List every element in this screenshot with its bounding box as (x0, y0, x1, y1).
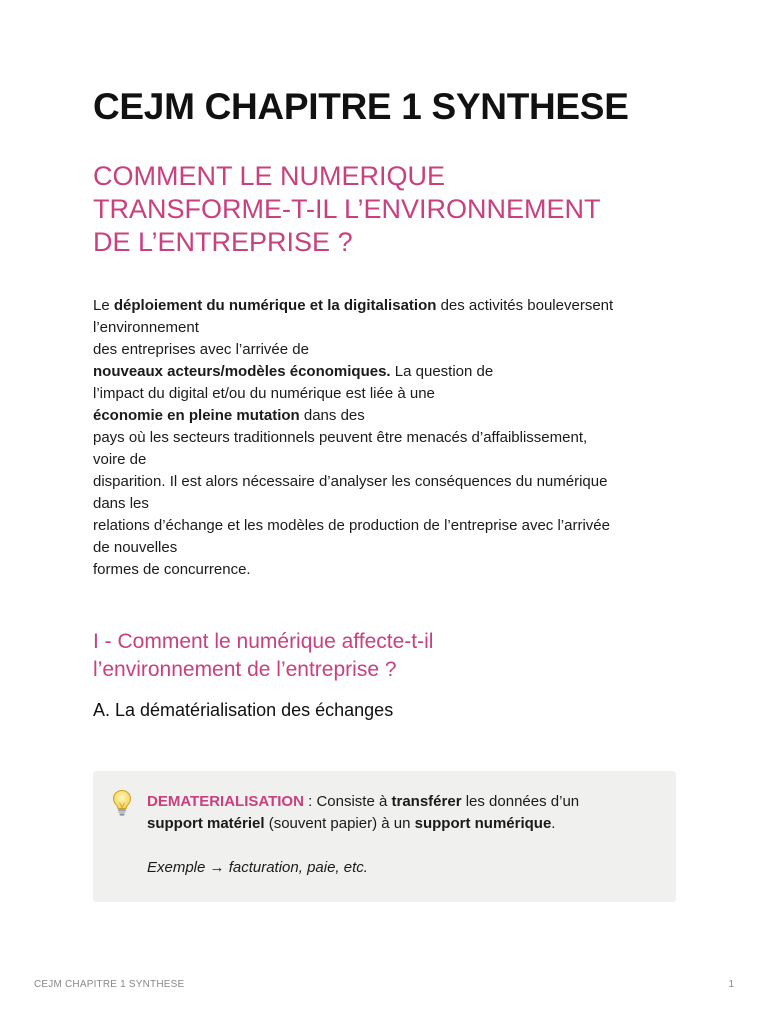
intro-line: dans les (93, 495, 149, 512)
intro-line: Le déploiement du numérique et la digitalisation des activités bouleversent (93, 297, 614, 314)
main-heading-line: DE L’ENTREPRISE ? (93, 227, 353, 257)
intro-line: relations d’échange et les modèles de production de l’entreprise avec l’arrivée (93, 517, 610, 534)
definition-callout (93, 771, 676, 902)
intro-line: nouveaux acteurs/modèles économiques. La question de (93, 363, 494, 380)
section-heading (93, 628, 433, 684)
callout-emphasis: support numérique (414, 815, 552, 832)
main-heading (93, 160, 693, 259)
intro-line: disparition. Il est alors nécessaire d’analyser les conséquences du numérique (93, 473, 608, 490)
intro-emphasis: économie en pleine mutation (93, 407, 300, 424)
intro-emphasis: nouveaux acteurs/modèles économiques. (93, 363, 391, 380)
intro-line: économie en pleine mutation dans des (93, 407, 365, 424)
intro-line: de nouvelles (93, 539, 178, 556)
intro-paragraph (93, 295, 683, 581)
callout-line: DEMATERIALISATION : Consiste à transférer les données d’un (147, 793, 580, 810)
intro-line: pays où les secteurs traditionnels peuvent être menacés d’affaiblissement, (93, 429, 588, 446)
page-number: 1 (728, 979, 734, 990)
footer-title: CEJM CHAPITRE 1 SYNTHESE (34, 979, 185, 990)
callout-emphasis: transférer (391, 793, 462, 810)
callout-line: support matériel (souvent papier) à un support numérique. (147, 815, 556, 832)
callout-emphasis: support matériel (147, 815, 265, 832)
intro-emphasis: déploiement du numérique et la digitalisation (113, 297, 437, 314)
intro-line: l’environnement (93, 319, 199, 336)
section-heading-line: I - Comment le numérique affecte-t-il (93, 630, 434, 653)
callout-example: Exemple → facturation, paie, etc. (147, 859, 368, 876)
intro-line: voire de (93, 451, 147, 468)
document-title: CEJM CHAPITRE 1 SYNTHESE (93, 86, 629, 127)
definition-term: DEMATERIALISATION (147, 793, 304, 810)
lightbulb-icon (111, 789, 133, 817)
callout-body (147, 791, 647, 879)
section-heading-line: l’environnement de l’entreprise ? (93, 658, 397, 681)
intro-line: formes de concurrence. (93, 561, 251, 578)
intro-line: des entreprises avec l’arrivée de (93, 341, 309, 358)
intro-line: l’impact du digital et/ou du numérique est liée à une (93, 385, 435, 402)
subsection-heading: A. La dématérialisation des échanges (93, 700, 394, 720)
main-heading-line: TRANSFORME-T-IL L’ENVIRONNEMENT (93, 194, 601, 224)
main-heading-line: COMMENT LE NUMERIQUE (93, 161, 446, 191)
